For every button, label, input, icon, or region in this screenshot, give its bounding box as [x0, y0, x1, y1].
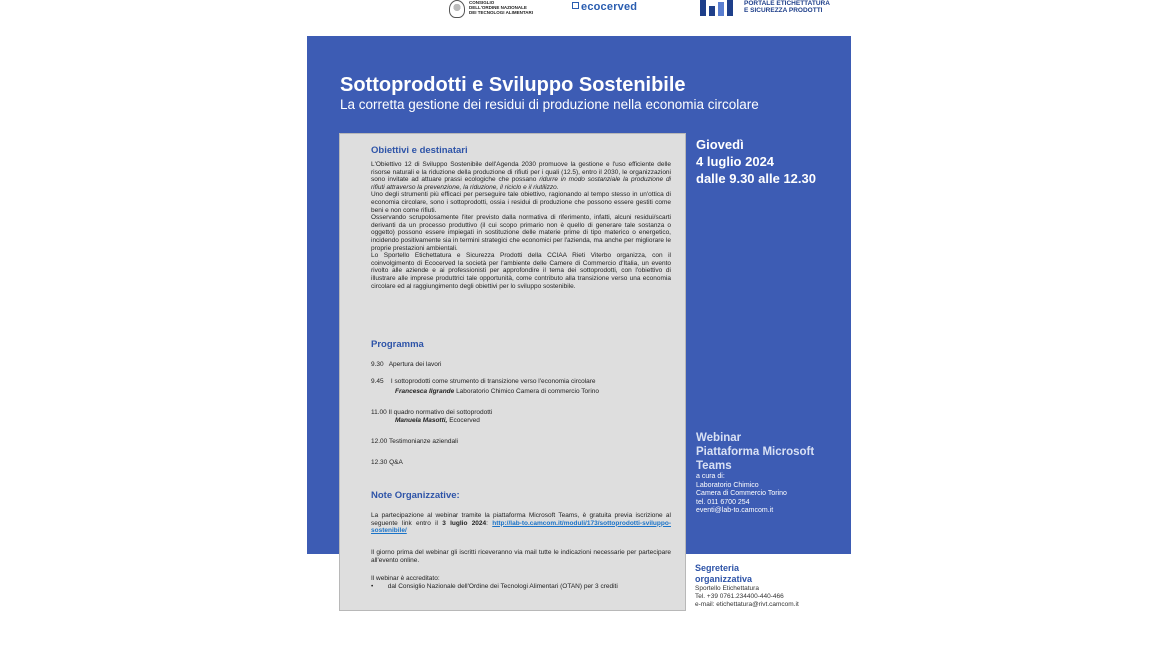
webinar-label: Webinar	[696, 432, 742, 444]
objectives-text	[371, 161, 671, 290]
programma-speaker: Francesca Ilgrande	[395, 388, 455, 395]
note-bullet-text: dal Consiglio Nazionale dell'Ordine dei Tecnologi Alimentari (OTAN) per 3 crediti	[387, 583, 618, 590]
otan-logo-line: DEI TECNOLOGI ALIMENTARI	[469, 10, 533, 15]
programma-org: Ecocerved	[449, 417, 480, 424]
programma-item	[371, 378, 596, 386]
programma-text: Testimonianze aziendali	[388, 438, 458, 445]
segreteria-block	[695, 563, 799, 609]
segreteria-line: Sportello Etichettatura	[695, 585, 759, 592]
event-date: 4 luglio 2024	[696, 154, 775, 169]
registration-link[interactable]: http://lab-to.camcom.it/moduli/173/sottoprodotti-sviluppo-sostenibile/	[371, 519, 671, 535]
note-p1-colon: :	[486, 519, 493, 527]
segreteria-email: e-mail: etichettatura@rivt.camcom.it	[695, 601, 799, 608]
otan-logo-line: CONSIGLIO	[469, 0, 495, 5]
ecocerved-logo-text: ecocerved	[581, 1, 638, 13]
portale-logo	[700, 0, 830, 16]
programma-speaker-line	[395, 388, 599, 396]
webinar-tel: tel. 011 6700 254	[696, 498, 750, 506]
ecocerved-mark-icon	[572, 2, 579, 9]
objectives-p1-italic: ridurre in modo sostanziale la produzione di rifiuti attraverso la prevenzione, la riduzione, il riciclo e il riutilizzo.	[371, 176, 671, 191]
webinar-block	[696, 431, 846, 516]
programma-text: I sottoprodotti come strumento di transizione verso l'economia circolare	[390, 378, 596, 385]
segreteria-heading: Segreteria	[695, 563, 740, 573]
programma-time: 11.00	[371, 409, 387, 416]
note-deadline: 3 luglio 2024	[442, 519, 487, 527]
programma-org: Laboratorio Chimico Camera di commercio Torino	[456, 388, 599, 395]
otan-logo	[449, 0, 533, 18]
programma-time: 12.00	[371, 438, 388, 445]
programma-item	[371, 361, 441, 369]
note-bullet-item	[371, 583, 681, 591]
objectives-heading: Obiettivi e destinatari	[371, 145, 468, 156]
portale-logo-line: PORTALE ETICHETTATURA	[744, 0, 830, 7]
objectives-p1-text: L'Obiettivo 12 di Sviluppo Sostenibile dell'Agenda 2030 promuove la gestione e l'uso efficiente delle risorse naturali e la riduzione della produzione di rifiuti per i quali (12.5), entro il 2030, le organizzazioni sono invitate ad attuare prassi ecologiche che possano	[371, 161, 671, 184]
programma-text: Apertura dei lavori	[388, 361, 442, 368]
webinar-a-cura: a cura di:	[696, 473, 725, 480]
programma-speaker-line	[395, 417, 480, 425]
note-heading: Note Organizzative:	[371, 490, 460, 501]
programma-item	[371, 409, 492, 417]
event-time: dalle 9.30 alle 12.30	[696, 171, 816, 186]
otan-logo-line: DELL'ORDINE NAZIONALE	[469, 5, 527, 10]
programma-item	[371, 459, 403, 467]
programma-time: 9.30	[371, 361, 384, 368]
programma-text: Q&A	[389, 459, 403, 466]
webinar-org1: Laboratorio Chimico	[696, 481, 759, 489]
page-subtitle: La corretta gestione dei residui di produzione nella economia circolare	[340, 97, 759, 112]
segreteria-tel: Tel. +39 0761.234400-440-466	[695, 593, 784, 600]
webinar-platform: Piattaforma Microsoft Teams	[696, 446, 815, 472]
portale-bars-icon	[700, 0, 740, 16]
programma-time: 9.45	[371, 378, 384, 385]
programma-time: 12.30	[371, 459, 388, 466]
objectives-paragraph-3: Osservando scrupolosamente l'iter previsto dalla normativa di riferimento, infatti, alcuni residui/scarti derivanti da un processo produttivo (il cui scopo primario non è quello di generare tale sostanza o oggetto) possono essere impiegati in sostituzione delle materie prime di tipo materico o energetico, incidendo positivamente sia in termini strategici che economici per l'azienda, ma anche per migliorare le proprie prestazioni ambientali.	[371, 214, 671, 252]
objectives-paragraph-1	[371, 161, 671, 191]
objectives-paragraph-2: Uno degli strumenti più efficaci per perseguire tale obiettivo, ragionando al tempo stesso in un'ottica di economia circolare, sono i sottoprodotti, ossia i residui di produzione che possono essere gestiti come beni e non come rifiuti.	[371, 191, 671, 214]
programma-text: Il quadro normativo dei sottoprodotti	[388, 409, 493, 416]
note-paragraph-1	[371, 512, 671, 535]
programma-heading: Programma	[371, 339, 424, 350]
note-paragraph-3: Il webinar è accreditato:	[371, 575, 440, 582]
note-p1-text: La partecipazione al webinar tramite la piattaforma Microsoft Teams, è gratuita previa iscrizione al seguente link entro il	[371, 512, 671, 527]
ecocerved-logo	[572, 1, 637, 13]
objectives-paragraph-4: Lo Sportello Etichettatura e Sicurezza Prodotti della CCIAA Rieti Viterbo organizza, con il coinvolgimento di Ecocerved la società per l'ambiente delle Camere di Commercio d'Italia, un evento rivolto alle aziende e ai professionisti per approfondire il tema dei sottoprodotti, con l'obiettivo di illustrare alle imprese produttrici tale opportunità, come contributo alla transizione verso una economia circolare ed al raggiungimento degli obiettivi per lo sviluppo sostenibile.	[371, 252, 671, 290]
webinar-org2: Camera di Commercio Torino	[696, 490, 787, 497]
segreteria-heading-2: organizzativa	[695, 574, 753, 584]
bullet-icon: •	[371, 583, 374, 590]
webinar-email: eventi@lab-to.camcom.it	[696, 507, 774, 514]
programma-item	[371, 438, 458, 446]
event-date-block	[696, 136, 816, 187]
page-title: Sottoprodotti e Sviluppo Sostenibile	[340, 74, 686, 96]
event-day: Giovedì	[696, 137, 744, 152]
programma-speaker: Manuela Masotti,	[395, 417, 448, 424]
portale-logo-line: E SICUREZZA PRODOTTI	[744, 7, 823, 14]
note-paragraph-2: Il giorno prima del webinar gli iscritti riceveranno via mail tutte le indicazioni necessarie per partecipare all'evento online.	[371, 549, 671, 564]
republic-emblem-icon	[449, 0, 465, 18]
